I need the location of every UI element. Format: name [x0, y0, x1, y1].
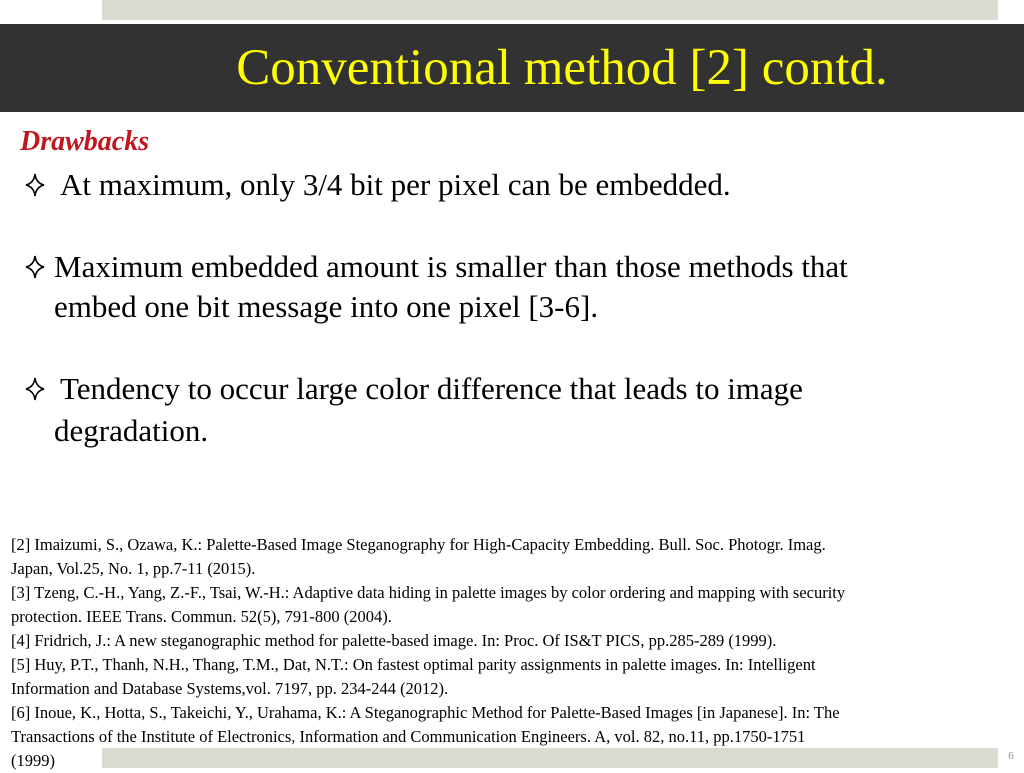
four-point-star-outline-icon [22, 247, 48, 286]
page-number: 6 [1008, 750, 1014, 762]
reference-line: [4] Fridrich, J.: A new steganographic method for palette-based image. In: Proc. Of IS&T PICS, pp.285-289 (1999). [11, 631, 777, 650]
reference-line: [3] Tzeng, C.-H., Yang, Z.-F., Tsai, W.-H.: Adaptive data hiding in palette images by color ordering and mapping with security [11, 583, 846, 602]
references-list [11, 533, 1021, 773]
bullet-text-line: At maximum, only 3/4 bit per pixel can be embedded. [60, 167, 731, 202]
reference-line: [2] Imaizumi, S., Ozawa, K.: Palette-Based Image Steganography for High-Capacity Embedding. Bull. Soc. Photogr. Imag. [11, 535, 826, 554]
section-heading: Drawbacks [20, 126, 150, 157]
reference-line: [5] Huy, P.T., Thanh, N.H., Thang, T.M., Dat, N.T.: On fastest optimal parity assignments in palette images. In: Intelligent [11, 655, 816, 674]
bullet-text-line: Tendency to occur large color difference that leads to image [60, 371, 803, 406]
bullet-text-line: Maximum embedded amount is smaller than those methods that [54, 249, 848, 284]
four-point-star-outline-icon [22, 369, 48, 408]
reference-line: Transactions of the Institute of Electronics, Information and Communication Engineers. A, vol. 82, no.11, pp.1750-1751 [11, 727, 806, 746]
bullet-text-line: embed one bit message into one pixel [3-6]. [54, 289, 599, 324]
top-accent-strip [102, 0, 998, 20]
reference-line: (1999) [11, 751, 55, 770]
bullet-text-line: degradation. [54, 413, 209, 448]
reference-line: Japan, Vol.25, No. 1, pp.7-11 (2015). [11, 559, 256, 578]
reference-line: Information and Database Systems,vol. 7197, pp. 234-244 (2012). [11, 679, 449, 698]
reference-line: protection. IEEE Trans. Commun. 52(5), 791-800 (2004). [11, 607, 392, 626]
bottom-accent-strip [102, 748, 998, 768]
slide-title: Conventional method [2] contd. [236, 40, 888, 96]
four-point-star-outline-icon [22, 165, 48, 204]
reference-line: [6] Inoue, K., Hotta, S., Takeichi, Y., Urahama, K.: A Steganographic Method for Palette-Based Images [in Japanese]. In: The [11, 703, 840, 722]
